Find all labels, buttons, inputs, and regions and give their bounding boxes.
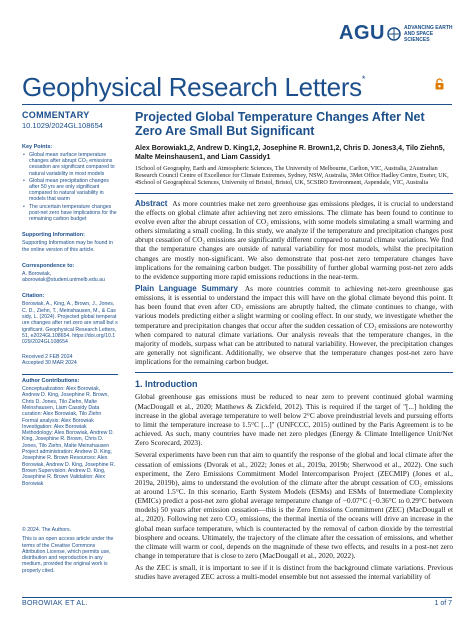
journal-title: Geophysical Research Letters*: [22, 72, 366, 102]
license-year: © 2024. The Authors.: [22, 527, 72, 533]
publisher-logo[interactable]: [339, 22, 454, 45]
citation-text: Borowiak, A., King, A., Brown, J., Jones, C. D., Ziehn, T., Meinshausen, M., & Cassidy, L. (2024). Projected global temperature changes after net zero are small but significant. Geophysical Research Letters, 51, e2024GL108654. https://doi.org/10.1029/2024GL108654: [22, 301, 118, 346]
author-list: Alex Borowiak1,2, Andrew D. King1,2, Josephine R. Brown1,2, Chris D. Jones3,4, Tilo Ziehn5, Malte Meinshausen1, and Liam Cassidy1: [135, 145, 445, 161]
abstract: [135, 199, 453, 281]
correspondence-name: A. Borowiak,: [22, 270, 52, 277]
intro-paragraph: Several experiments have been run that aim to quantify the response of the global and local climate after the cessation of emissions (Dvorak et al., 2022; Jones et al., 2019a, 2019b; Sherwood et al., 2022). One such experiment, the Zero Emissions Commitment Model Intercomparison Project (ZECMIP) (Jones et al., 2019a, 2019b), aims to understand the evolution of the climate after the abrupt cessation of CO₂ emissions at around 1.5°C. In this scenario, Earth System Models (ESMs) and ESMs of Intermediate Complexity (EMICs) predict a post-net zero global average temperature change of −0.07°C (−0.36°C to 0.29°C between models) 50 years after emission cessation—this is the Zero Emissions Commitment (ZEC) (MacDougall et al., 2020). Following net zero CO₂ emissions, the thermal inertia of the oceans will drive an increase in the global mean surface temperature, which is counteracted by the removal of carbon dioxide by the terrestrial biosphere and oceans. Ultimately, the trajectory of the climate after the cessation of emissions, and whether the climate will warm or cool, depends on the magnitude of these two effects, and results in a post-net zero change in temperature that is close to zero (MacDougall et al., 2020, 2022).: [135, 450, 453, 561]
article-type: COMMENTARY: [22, 110, 90, 120]
supporting-info-heading: Supporting Information:: [22, 232, 85, 239]
publisher-tagline: ADVANCING EARTH AND SPACE SCIENCES: [404, 24, 453, 43]
abstract-text: As more countries make net zero greenhouse gas emissions pledges, it is crucial to understand the effects on global climate after achieving net zero emissions. The climate has been found to continue to evolve even after the abrupt cessation of CO₂ emissions, with some models simulating a small warming and others simulating a small cooling. In this study, we analyze if the temperature and precipitation changes post abrupt cessation of CO₂ emissions are significantly different compared to natural climate variations. We find that the temperature changes are outside of natural variability for most models, whilst the precipitation changes are mostly non-significant. We also demonstrate that post-net zero temperature changes have implications for the remaining carbon budget. The possibility of further global warming post-net zero adds to the evidence supporting more rapid emissions reductions in the near-term.: [135, 198, 454, 281]
key-point: • Global mean precipitation changes after 50 yrs are only significant compared to natural variability in models that warm: [22, 178, 118, 203]
journal-title-mark: *: [361, 74, 366, 84]
key-points-heading: Key Points:: [22, 144, 53, 150]
abstract-divider: [135, 193, 453, 194]
agu-logo-icon: AGU: [339, 22, 401, 45]
pls-label: Plain Language Summary: [135, 284, 238, 294]
article-body: [135, 110, 453, 582]
license-block: [22, 527, 118, 574]
page-header: [0, 0, 474, 60]
accepted-date: Accepted 30 MAR 2024: [22, 359, 77, 366]
key-point: • The uncertain temperature changes post-net zero have implications for the remaining carbon budget: [22, 204, 118, 223]
correspondence-heading: Correspondence to:: [22, 262, 75, 269]
sidebar-divider: [22, 374, 118, 375]
intro-paragraph: Global greenhouse gas emissions must be reduced to near zero to prevent continued global warming (MacDougall et al., 2020; Matthews & Zickfeld, 2012). This is required if the target of "[...] holding the increase in the global average temperature to well below 2°C above preindustrial levels and pursuing efforts to limit the temperature increase to 1.5°C [...]" (UNFCCC, 2015) outlined by the Paris Agreement is to be achieved. As such, many countries have made net zero pledges (Energy & Climate Intelligence Unit/Net Zero Scorecard, 2023).: [135, 392, 453, 448]
license-text: This is an open access article under the terms of the Creative Commons Attribution License, which permits use, distribution and reproduction in any medium, provided the original work is properly cited.: [22, 536, 114, 574]
citation-heading: Citation:: [22, 293, 45, 300]
article-title: Projected Global Temperature Changes After Net Zero Are Small But Significant: [135, 110, 425, 138]
pls-text: As more countries commit to achieving net-zero greenhouse gas emissions, it is essential to understand the impact this will have on the global climate beyond this point. It has been found that even after CO₂ emissions are abruptly halted, the climate continues to change, with various models predicting either a slight warming or cooling effect. In our study, we investigate whether the temperature and precipitation changes that occur after the sudden cessation of CO₂ emissions are noteworthy when compared to natural climate variations. Our analysis reveals that the temperature changes, in the majority of models, surpass what can be attributed to natural variability. However, the precipitation changes are generally not significant. Additionally, we observe that the temperature changes post-net zero have implications for the remaining carbon budget.: [135, 284, 453, 367]
contributions-text: Conceptualization: Alex Borowiak, Andrew D. King, Josephine R. Brown, Chris D. Jones, Tilo Ziehn, Malte Meinshausen, Liam Cassidy Data curation: Alex Borowiak, Tilo Ziehn Formal analysis: Alex Borowiak Investigation: Alex Borowiak Methodology: Alex Borowiak, Andrew D. King, Josephine R. Brown, Chris D. Jones, Tilo Ziehn, Malte Meinshausen Project administration: Andrew D. King, Josephine R. Brown Resources: Alex Borowiak, Andrew D. King, Josephine R. Brown Supervision: Andrew D. King, Josephine R. Brown Validation: Alex Borowiak: [22, 386, 116, 487]
section-divider: [135, 372, 453, 373]
contributions-heading: Author Contributions:: [22, 378, 80, 385]
correspondence-email[interactable]: aborowiak@student.unimelb.edu.au: [22, 277, 105, 284]
key-points-list: [22, 152, 118, 222]
received-date: Received 2 FEB 2024: [22, 353, 73, 360]
open-access-lock-icon: [435, 78, 444, 90]
footer-divider: [22, 597, 452, 598]
sidebar: [22, 110, 118, 487]
header-divider: [22, 104, 452, 105]
supporting-info-text: Supporting Information may be found in the online version of this article.: [22, 240, 113, 253]
key-point: • Global mean surface temperature changes after abrupt CO₂ emissions cessation are significant compared to natural variability in most models: [22, 152, 118, 177]
section-heading-introduction: 1. Introduction: [135, 379, 198, 390]
affiliations: 1School of Geography, Earth and Atmospheric Sciences, The University of Melbourne, Carlton, VIC, Australia, 2Australian Research Council Centre of Excellence for Climate Extremes, Sydney, NSW, Australia, 3Met Office Hadley Centre, Exeter, UK, 4School of Geographical Sciences, University of Bristol, Bristol, UK, 5CSIRO Environment, Aspendale, VIC, Australia: [135, 166, 449, 187]
intro-paragraph: As the ZEC is small, it is important to see if it is distinct from the background climate variations. Previous studies have averaged ZEC across a multi-model ensemble but not assessed the internal variability of: [135, 563, 453, 582]
plain-language-summary: [135, 284, 453, 366]
abstract-label: Abstract: [135, 198, 168, 208]
footer-authors: BOROWIAK ET AL.: [22, 600, 88, 607]
page-number: 1 of 7: [434, 600, 452, 607]
article-doi[interactable]: 10.1029/2024GL108654: [22, 121, 103, 130]
